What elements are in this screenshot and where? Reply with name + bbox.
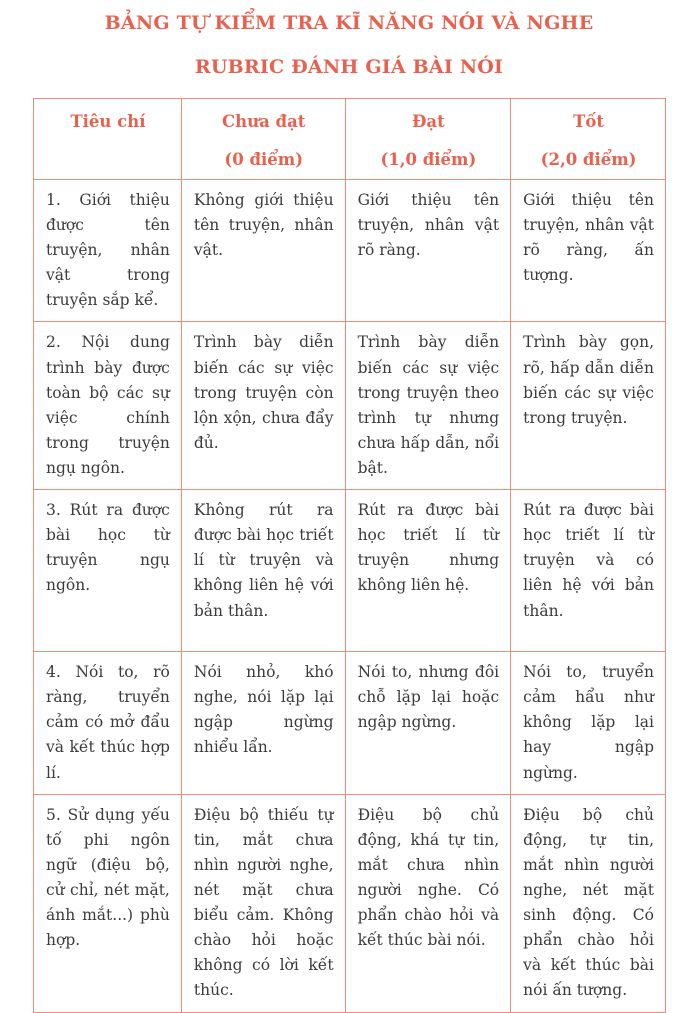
met-cell: Nói to, nhưng đôi chỗ lặp lại hoặc ngập ngừng. [345,652,511,795]
header-good-sub: (2,0 điểm) [540,150,637,170]
header-met [345,99,511,180]
good-cell: Điệu bộ chủ động, tự tin, mắt nhìn người nghe, nét mặt sinh động. Có phẩn chào hỏi và kết thúc bài nói ấn tượng. [511,794,666,1012]
criterion-cell: 2. Nội dung trình bày được toàn bộ các sự việc chính trong truyện ngụ ngôn. [34,322,182,490]
met-cell: Giới thiệu tên truyện, nhân vật rõ ràng. [345,179,511,322]
header-not-met-sub: (0 điểm) [224,150,304,170]
good-cell: Nói to, truyển cảm hẩu như không lặp lại hay ngập ngừng. [511,652,666,795]
header-good-label: Tốt [573,112,605,131]
table-row [34,322,666,490]
header-row [34,99,666,180]
table-row [34,794,666,1012]
good-cell: Giới thiệu tên truyện, nhân vật rõ ràng, ấn tượng. [511,179,666,322]
not-met-cell: Không giới thiệu tên truyện, nhân vật. [181,179,345,322]
not-met-cell: Trình bày diễn biến các sự việc trong truyện còn lộn xộn, chưa đẩy đủ. [181,322,345,490]
header-not-met [181,99,345,180]
header-criteria-sub [46,149,170,170]
header-met-sub: (1,0 điểm) [380,150,477,170]
not-met-cell: Không rút ra được bài học triết lí từ truyện và không liên hệ với bản thân. [181,490,345,652]
table-row [34,652,666,795]
header-good [511,99,666,180]
not-met-cell: Nói nhỏ, khó nghe, nói lặp lại ngập ngừng nhiểu lẩn. [181,652,345,795]
table-row [34,490,666,652]
good-cell: Trình bày gọn, rõ, hấp dẫn diễn biến các sự việc trong truyện. [511,322,666,490]
header-criteria [34,99,182,180]
not-met-cell: Điệu bộ thiếu tự tin, mắt chưa nhìn người nghe, nét mặt chưa biểu cảm. Không chào hỏi hoặc không có lời kết thúc. [181,794,345,1012]
good-cell: Rút ra được bài học triết lí từ truyện và có liên hệ với bản thân. [511,490,666,652]
table-row [34,179,666,322]
header-not-met-label: Chưa đạt [222,112,306,131]
met-cell: Trình bày diễn biến các sự việc trong truyện theo trình tự nhưng chưa hấp dẫn, nổi bật. [345,322,511,490]
met-cell: Rút ra được bài học triết lí từ truyện nhưng không liên hệ. [345,490,511,652]
rubric-table [33,98,666,1013]
criterion-cell: 3. Rút ra được bài học từ truyện ngụ ngôn. [34,490,182,652]
met-cell: Điệu bộ chủ động, khá tự tin, mắt chưa nhìn người nghe. Có phẩn chào hỏi và kết thúc bài nói. [345,794,511,1012]
criterion-cell: 4. Nói to, rõ ràng, truyển cảm có mở đẩu và kết thúc hợp lí. [34,652,182,795]
page-title: BẢNG TỰ KIỂM TRA KĨ NĂNG NÓI VÀ NGHE [104,12,594,34]
header-criteria-label: Tiêu chí [70,112,146,131]
header-met-label: Đạt [411,112,445,131]
page-subtitle: RUBRIC ĐÁNH GIÁ BÀI NÓI [194,56,504,78]
criterion-cell: 5. Sử dụng yếu tố phi ngôn ngữ (điệu bộ, cử chỉ, nét mặt, ánh mắt...) phù hợp. [34,794,182,1012]
criterion-cell: 1. Giới thiệu được tên truyện, nhân vật trong truyện sắp kể. [34,179,182,322]
